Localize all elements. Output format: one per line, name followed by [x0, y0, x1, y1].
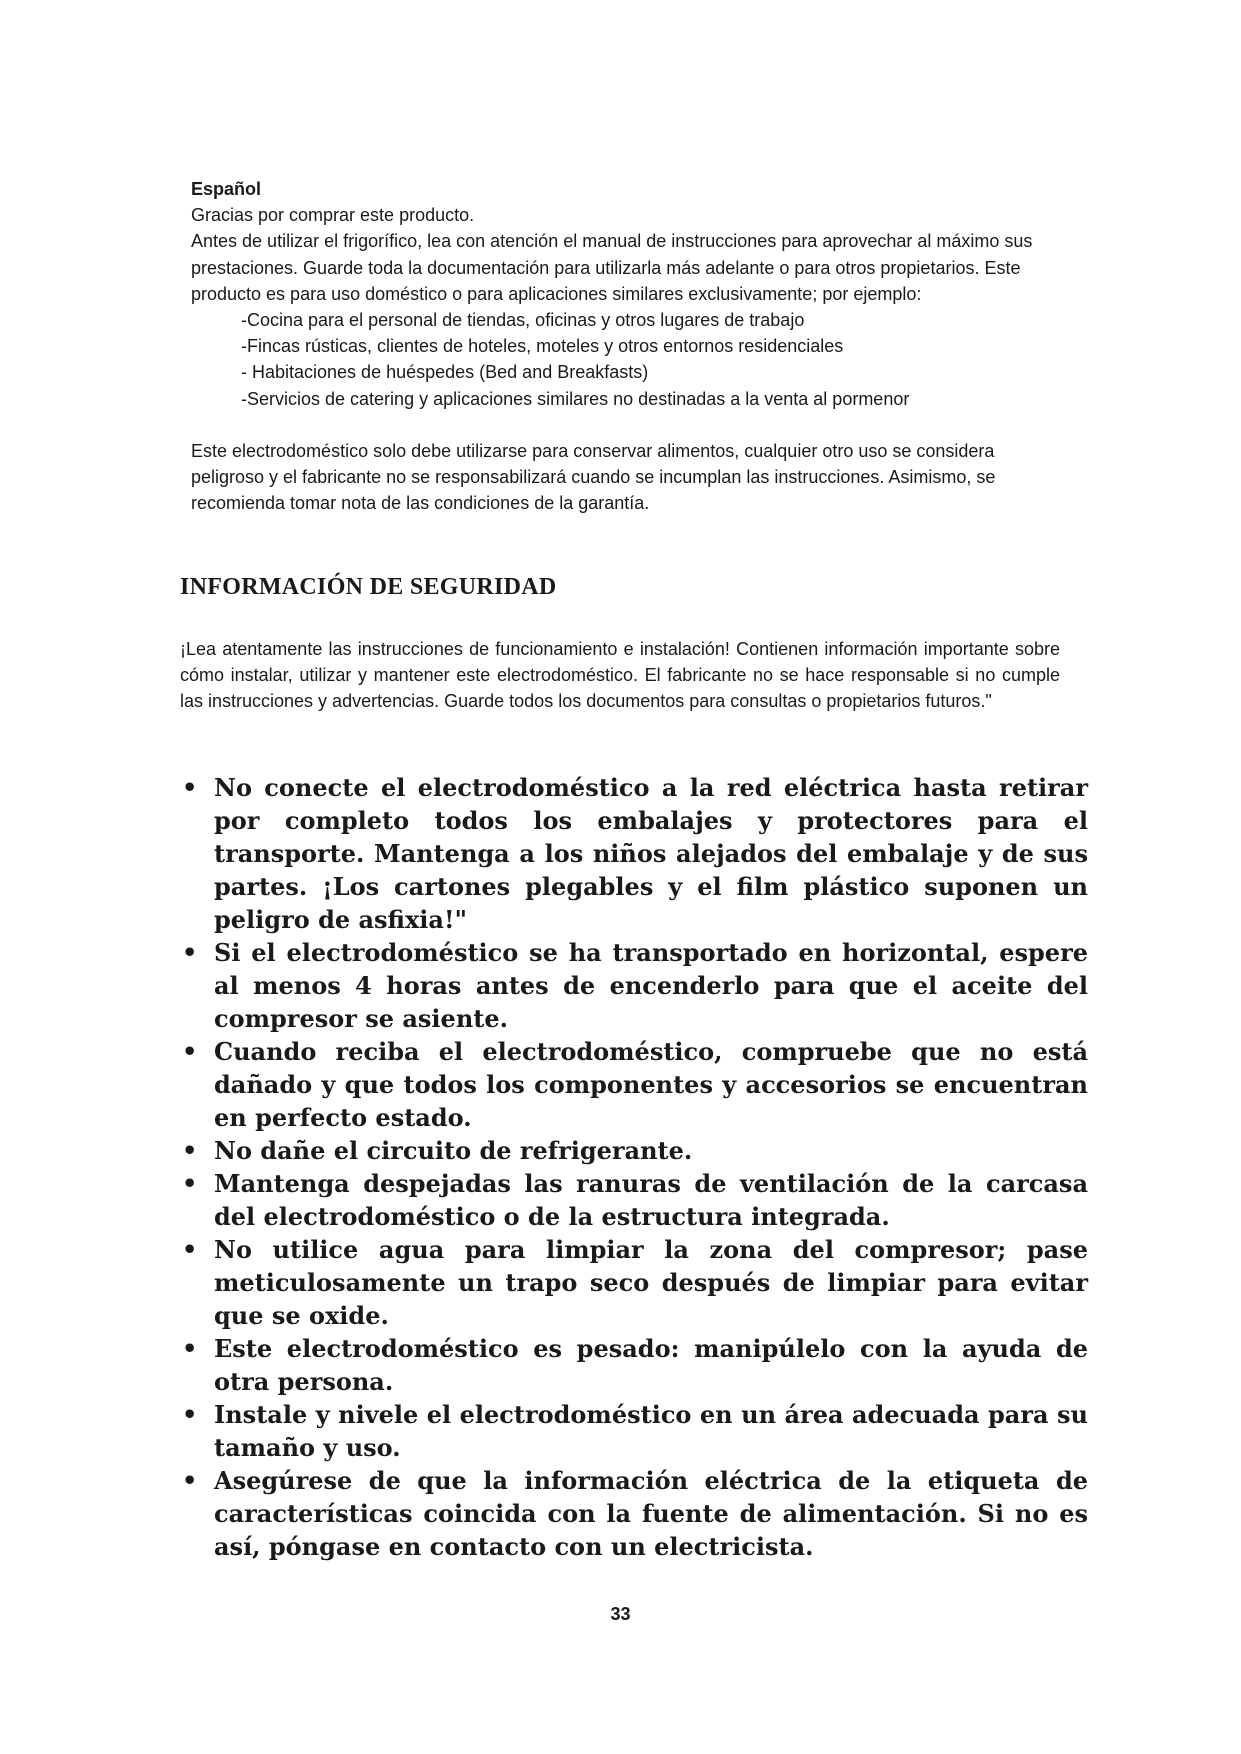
- safety-list-item: [182, 1134, 1088, 1167]
- safety-list-item: [182, 1464, 1088, 1563]
- page-number: 33: [610, 1604, 631, 1624]
- safety-list-item: [182, 1035, 1088, 1134]
- usage-notice: Este electrodoméstico solo debe utilizarse para conservar alimentos, cualquier otro uso se considera peligroso y el fabricante no se responsabilizará cuando se incumplan las instrucciones. Asimismo, se recomienda tomar nota de las condiciones de la garantía.: [191, 440, 996, 514]
- safety-item-text: Mantenga despejadas las ranuras de ventilación de la carcasa del electrodoméstico o de la estructura integrada.: [214, 1169, 1088, 1231]
- bullet-icon: •: [182, 1334, 198, 1363]
- safety-list-item: [182, 771, 1088, 936]
- bullet-icon: •: [182, 1466, 198, 1495]
- safety-list-item: [182, 936, 1088, 1035]
- safety-item-text: Asegúrese de que la información eléctrica de la etiqueta de características coincida con la fuente de alimentación. Si no es así, póngase en contacto con un electricista.: [214, 1466, 1088, 1561]
- safety-list-item: [182, 1167, 1088, 1233]
- safety-item-text: No dañe el circuito de refrigerante.: [214, 1136, 693, 1165]
- bullet-icon: •: [182, 1136, 198, 1165]
- safety-item-text: No conecte el electrodoméstico a la red eléctrica hasta retirar por completo todos los embalajes y protectores para el transporte. Mantenga a los niños alejados del embalaje y de sus partes. ¡Los cartones plegables y el film plástico suponen un peligro de asfixia!": [214, 773, 1088, 934]
- safety-intro-paragraph: ¡Lea atentamente las instrucciones de funcionamiento e instalación! Contienen información importante sobre cómo instalar, utilizar y mantener este electrodoméstico. El fabricante no se hace responsable si no cumple las instrucciones y advertencias. Guarde todos los documentos para consultas o propietarios futuros.": [180, 639, 1060, 712]
- bullet-icon: •: [182, 1235, 198, 1264]
- safety-item-text: Instale y nivele el electrodoméstico en un área adecuada para su tamaño y uso.: [214, 1400, 1088, 1462]
- safety-list-item: [182, 1233, 1088, 1332]
- safety-item-text: No utilice agua para limpiar la zona del compresor; pase meticulosamente un trapo seco después de limpiar para evitar que se oxide.: [214, 1235, 1088, 1330]
- safety-list-item: [182, 1332, 1088, 1398]
- bullet-icon: •: [182, 1037, 198, 1066]
- thanks-line: Gracias por comprar este producto.: [191, 205, 475, 226]
- uses-list: [191, 307, 1071, 412]
- uses-list-item: -Cocina para el personal de tiendas, oficinas y otros lugares de trabajo: [241, 310, 805, 331]
- safety-item-text: Si el electrodoméstico se ha transportado en horizontal, espere al menos 4 horas antes de encenderlo para que el aceite del compresor se asiente.: [214, 938, 1088, 1033]
- bullet-icon: •: [182, 773, 198, 802]
- safety-list: [182, 771, 1088, 1563]
- bullet-icon: •: [182, 1400, 198, 1429]
- language-heading: Español: [191, 179, 262, 199]
- safety-item-text: Este electrodoméstico es pesado: manipúlelo con la ayuda de otra persona.: [214, 1334, 1088, 1396]
- safety-item-text: Cuando reciba el electrodoméstico, compruebe que no está dañado y que todos los componentes y accesorios se encuentran en perfecto estado.: [214, 1037, 1088, 1132]
- uses-list-item: -Servicios de catering y aplicaciones similares no destinadas a la venta al pormenor: [241, 388, 910, 409]
- bullet-icon: •: [182, 1169, 198, 1198]
- intro-paragraph: Antes de utilizar el frigorífico, lea con atención el manual de instrucciones para aprovechar al máximo sus prestaciones. Guarde toda la documentación para utilizarla más adelante o para otros propietarios. Este producto es para uso doméstico o para aplicaciones similares exclusivamente; por ejemplo:: [191, 231, 1033, 304]
- bullet-icon: •: [182, 938, 198, 967]
- intro-section: [191, 176, 1071, 516]
- safety-section-title: INFORMACIÓN DE SEGURIDAD: [180, 574, 557, 600]
- uses-list-item: - Habitaciones de huéspedes (Bed and Breakfasts): [241, 362, 649, 383]
- uses-list-item: -Fincas rústicas, clientes de hoteles, moteles y otros entornos residenciales: [241, 336, 844, 357]
- safety-list-item: [182, 1398, 1088, 1464]
